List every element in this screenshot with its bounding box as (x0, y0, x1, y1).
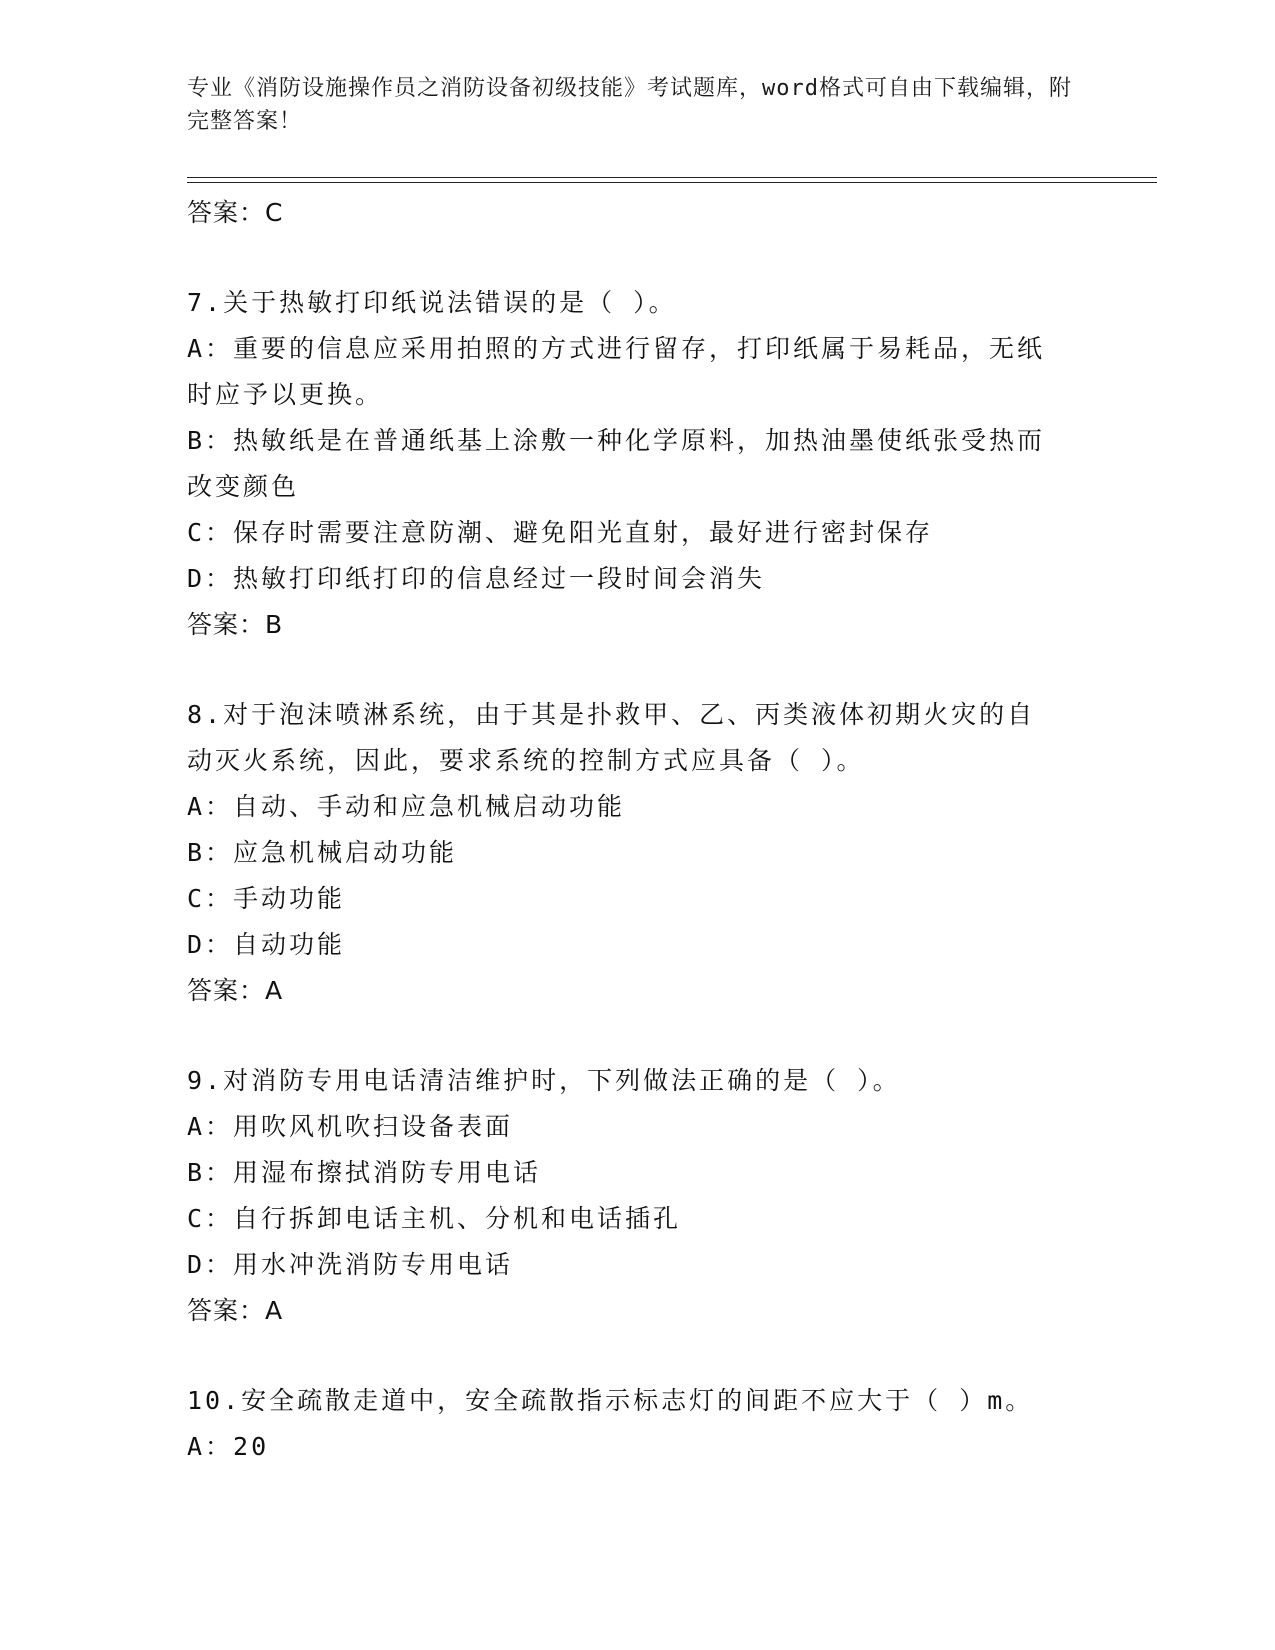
question-stem: 7.关于热敏打印纸说法错误的是（ ）。 (187, 288, 677, 317)
header-rule-bottom (187, 182, 1157, 183)
spacer (187, 648, 1087, 692)
document-header: 专业《消防设施操作员之消防设备初级技能》考试题库，word格式可自由下载编辑，附完整答案！ (187, 76, 1072, 134)
question-7 (187, 280, 1087, 648)
answer-line: 答案：A (187, 1296, 284, 1325)
option-b-line-1: B：热敏纸是在普通纸基上涂敷一种化学原料，加热油墨使纸张受热而 (187, 426, 1046, 455)
question-stem-line-2: 动灭火系统，因此，要求系统的控制方式应具备（ ）。 (187, 746, 865, 775)
option-b: B：应急机械启动功能 (187, 838, 458, 867)
question-stem: 9.对消防专用电话清洁维护时，下列做法正确的是（ ）。 (187, 1066, 901, 1095)
question-10 (187, 1378, 1087, 1470)
option-a: A：自动、手动和应急机械启动功能 (187, 792, 626, 821)
question-9 (187, 1058, 1087, 1334)
option-a: A：用吹风机吹扫设备表面 (187, 1112, 514, 1141)
answer-line: 答案：A (187, 976, 284, 1005)
option-d: D：用水冲洗消防专用电话 (187, 1250, 514, 1279)
option-d: D：自动功能 (187, 930, 346, 959)
option-b: B：用湿布擦拭消防专用电话 (187, 1158, 542, 1187)
option-a: A：20 (187, 1432, 270, 1461)
option-a-line-1: A：重要的信息应采用拍照的方式进行留存，打印纸属于易耗品，无纸 (187, 334, 1046, 363)
spacer (187, 236, 1087, 280)
option-c: C：手动功能 (187, 884, 346, 913)
question-stem-line-1: 8.对于泡沫喷淋系统，由于其是扑救甲、乙、丙类液体初期火灾的自 (187, 700, 1036, 729)
option-c: C：保存时需要注意防潮、避免阳光直射，最好进行密封保存 (187, 518, 934, 547)
answer-line: 答案：B (187, 610, 284, 639)
option-d: D：热敏打印纸打印的信息经过一段时间会消失 (187, 564, 766, 593)
question-8 (187, 692, 1087, 1014)
option-b-line-2: 改变颜色 (187, 472, 300, 501)
answer-line: 答案：C (187, 198, 284, 227)
spacer (187, 1014, 1087, 1058)
spacer (187, 1334, 1087, 1378)
document-body (187, 190, 1087, 1470)
header-rule-top (187, 177, 1157, 178)
option-a-line-2: 时应予以更换。 (187, 380, 384, 409)
question-stem: 10.安全疏散走道中，安全疏散指示标志灯的间距不应大于（ ）m。 (187, 1386, 1034, 1415)
option-c: C：自行拆卸电话主机、分机和电话插孔 (187, 1204, 682, 1233)
